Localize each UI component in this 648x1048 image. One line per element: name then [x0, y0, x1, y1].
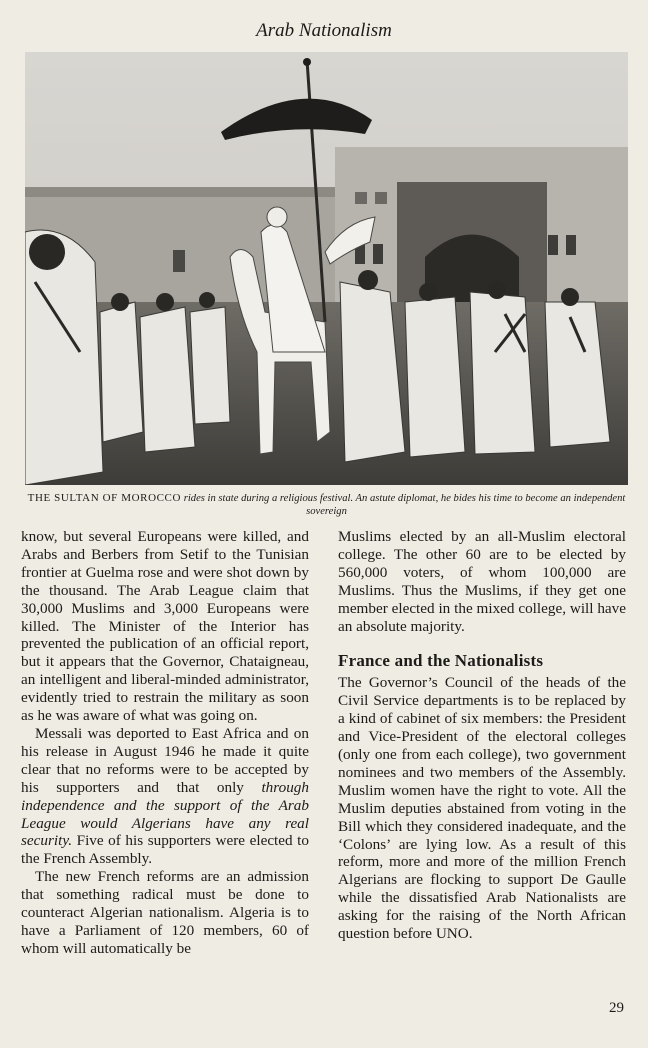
caption-lead: THE SULTAN OF MOROCCO: [27, 492, 182, 504]
left-column: [21, 528, 309, 958]
right-column: [338, 528, 626, 943]
running-head: Arab Nationalism: [256, 20, 392, 41]
left-paragraph-2-italic: through independence and the support of the Arab League would Algerians have any real security.: [21, 778, 309, 850]
left-paragraph-2: [21, 725, 309, 868]
caption-text: rides in state during a religious festival. An astute diplomat, he bides his time to become an independent sovereign: [183, 493, 626, 517]
page-number: 29: [609, 1000, 624, 1016]
photo-illustration: [25, 52, 628, 485]
left-paragraph-2-start: Messali was deported to East Africa and on his release in August 1946 he made it quite clear that no reforms were to be accepted by his supporters and that only: [21, 724, 309, 796]
photo-caption: [25, 492, 628, 518]
right-paragraph-1: Muslims elected by an all-Muslim electoral college. The other 60 are to be elected by 560,000 voters, of whom 100,000 are Muslims. Thus the Muslims, if they get one member elected in the mixed college, will have an absolute majority.: [338, 528, 626, 635]
left-paragraph-1: know, but several Europeans were killed, and Arabs and Berbers from Setif to the Tunisian frontier at Guelma rose and were shot down by the thousand. The Arab League claim that 30,000 Muslims and 3,000 Europeans were killed. The Minister of the Interior has prevented the publication of an official report, but it appears that the Governor, Chataigneau, an intelligent and liberal-minded administrator, evidently tried to restrain the military as soon as he was aware of what was going on.: [21, 528, 309, 725]
left-paragraph-2-end: Five of his supporters were elected to the French Assembly.: [21, 832, 309, 868]
left-paragraph-3: The new French reforms are an admission that something radical must be done to counteract Algerian nationalism. Algeria is to have a Parliament of 120 members, 60 of whom will automatically be: [21, 868, 309, 957]
section-heading: France and the Nationalists: [338, 651, 544, 671]
right-paragraph-2: The Governor’s Council of the heads of the Civil Service departments is to be replaced by a kind of cabinet of six members: the President and Vice-President of the electoral colleges (only one from each college), two government nominees and two members of the Assembly. Muslim women have the right to vote. All the Muslim deputies abstained from voting in the Bill which they considered inadequate, and the ‘Colons’ are lying low. As a result of this reform, more and more of the million French Algerians are flocking to support De Gaulle while the dissatisfied Arab Nationalists are asking for the raising of the North African question before UNO.: [338, 674, 626, 943]
photograph-sultan-procession: [25, 52, 628, 485]
